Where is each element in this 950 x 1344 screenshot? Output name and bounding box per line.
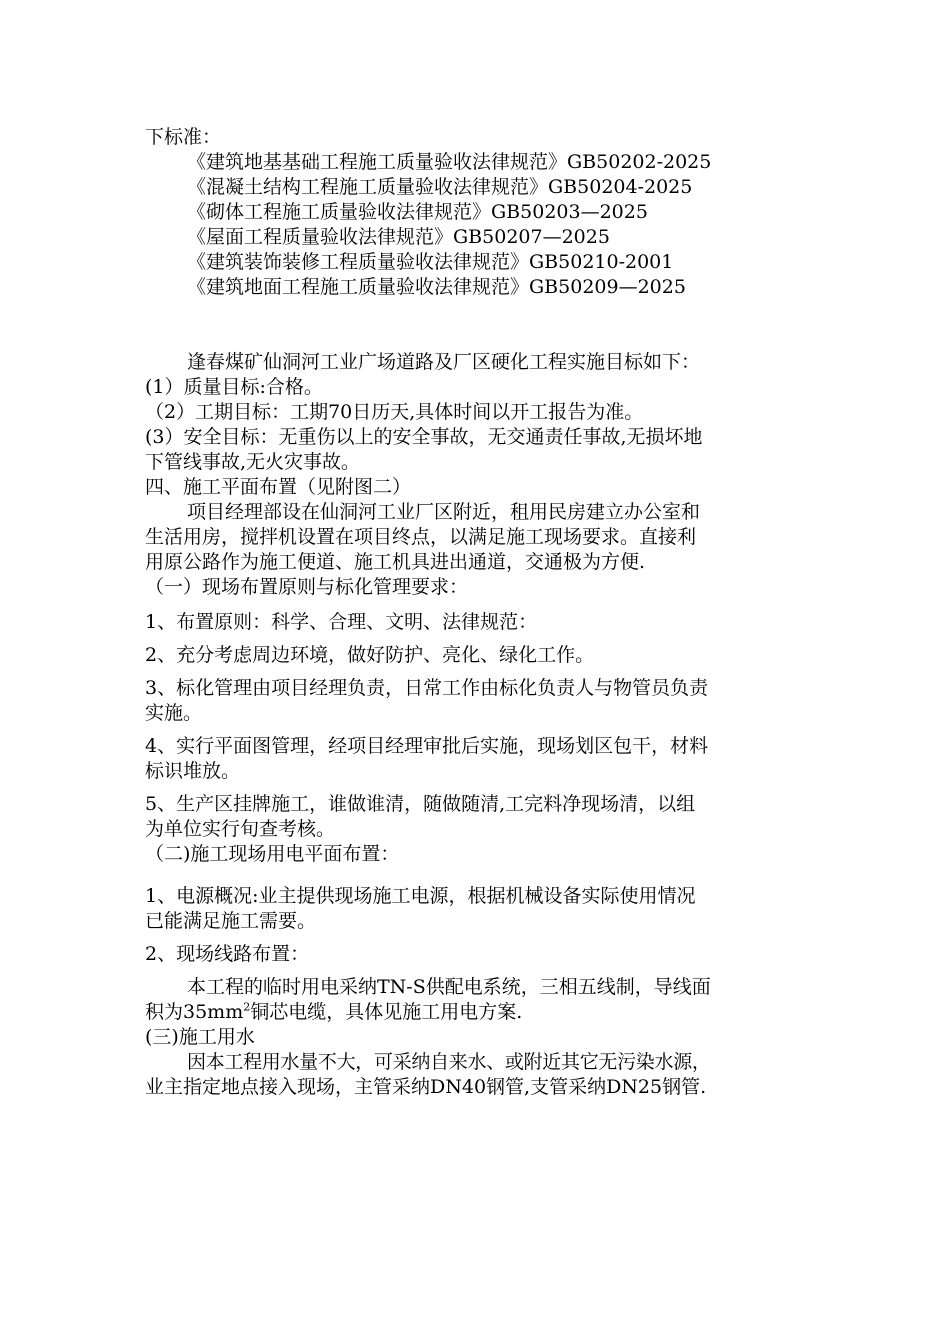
section4-heading: 四、施工平面布置（见附图二） (145, 476, 412, 498)
sub2-paragraph-text: 积为35mm (145, 1001, 244, 1023)
sub1-item-5-cont: 为单位实行旬查考核。 (145, 818, 336, 840)
standard-item: 《混凝土结构工程施工质量验收法律规范》GB50204-2025 (187, 176, 693, 198)
goal-schedule: （2）工期目标：工期70日历天,具体时间以开工报告为准。 (145, 401, 644, 423)
standard-item: 《建筑地基基础工程施工质量验收法律规范》GB50202-2025 (187, 151, 712, 173)
sub2-item-1: 1、电源概况:业主提供现场施工电源，根据机械设备实际使用情况 (145, 885, 696, 907)
section4-paragraph: 项目经理部设在仙洞河工业厂区附近，租用民房建立办公室和 (187, 501, 701, 523)
sub2-heading: （二)施工现场用电平面布置： (145, 843, 400, 865)
section4-paragraph-cont: 用原公路作为施工便道、施工机具进出通道，交通极为方便. (145, 551, 646, 573)
sub2-item-1-cont: 已能满足施工需要。 (145, 910, 317, 932)
sub2-paragraph-cont (145, 1000, 522, 1024)
standard-item: 《屋面工程质量验收法律规范》GB50207—2025 (187, 226, 610, 248)
intro-text: 下标准： (145, 126, 222, 148)
goal-quality: (1）质量目标:合格。 (145, 376, 323, 398)
section4-paragraph-cont: 生活用房，搅拌机设置在项目终点，以满足施工现场要求。直接利 (145, 526, 697, 548)
sub1-item-3: 3、标化管理由项目经理负责，日常工作由标化负责人与物管员负责 (145, 677, 709, 699)
sub1-item-3-cont: 实施。 (145, 702, 203, 724)
sub1-item-4: 4、实行平面图管理，经项目经理审批后实施，现场划区包干，材料 (145, 735, 709, 757)
standard-item: 《建筑地面工程施工质量验收法律规范》GB50209—2025 (187, 276, 686, 298)
sub3-heading: (三)施工用水 (145, 1026, 255, 1048)
sub2-item-2: 2、现场线路布置： (145, 943, 310, 965)
superscript: 2 (243, 1000, 251, 1014)
standard-item: 《建筑装饰装修工程质量验收法律规范》GB50210-2001 (187, 251, 674, 273)
sub3-paragraph: 因本工程用水量不大，可采纳自来水、或附近其它无污染水源， (187, 1051, 711, 1073)
standard-item: 《砌体工程施工质量验收法律规范》GB50203—2025 (187, 201, 648, 223)
goal-safety-cont: 下管线事故,无火灾事故。 (145, 451, 361, 473)
sub1-item-4-cont: 标识堆放。 (145, 760, 241, 782)
sub2-paragraph-text: 铜芯电缆，具体见施工用电方案. (250, 1001, 523, 1023)
sub1-heading: （一）现场布置原则与标化管理要求： (145, 576, 469, 598)
sub2-paragraph: 本工程的临时用电采纳TN-S供配电系统，三相五线制，导线面 (187, 976, 711, 998)
sub3-paragraph-cont: 业主指定地点接入现场，主管采纳DN40钢管,支管采纳DN25钢管. (145, 1076, 707, 1098)
goals-heading: 逢春煤矿仙洞河工业广场道路及厂区硬化工程实施目标如下： (187, 351, 701, 373)
goal-safety: (3）安全目标：无重伤以上的安全事故，无交通责任事故,无损坏地 (145, 426, 703, 448)
sub1-item-1: 1、布置原则：科学、合理、文明、法律规范： (145, 611, 538, 633)
sub1-item-5: 5、生产区挂牌施工，谁做谁清，随做随清,工完料净现场清，以组 (145, 793, 696, 815)
sub1-item-2: 2、充分考虑周边环境，做好防护、亮化、绿化工作。 (145, 644, 595, 666)
